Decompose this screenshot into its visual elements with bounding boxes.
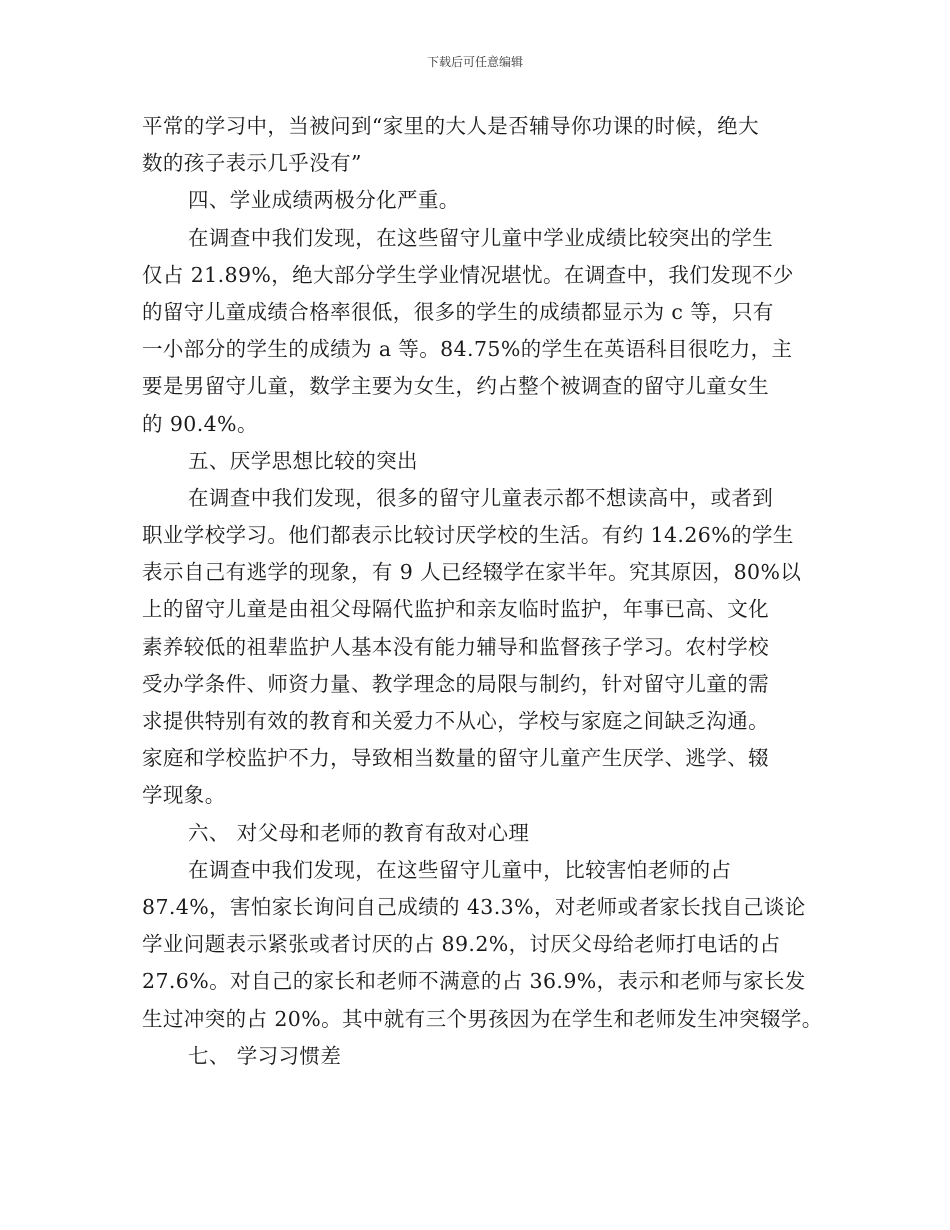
text-line: 学业问题表示紧张或者讨厌的占 89.2%，讨厌父母给老师打电话的占 bbox=[142, 932, 781, 957]
text-line: 在调查中我们发现，在这些留守儿童中，比较害怕老师的占 bbox=[188, 857, 732, 882]
document-body bbox=[142, 108, 822, 1075]
text-line: 家庭和学校监护不力，导致相当数量的留守儿童产生厌学、逃学、辍 bbox=[142, 746, 769, 771]
text-line: 五、厌学思想比较的突出 bbox=[188, 448, 418, 473]
text-line: 数的孩子表示几乎没有” bbox=[142, 151, 362, 176]
text-line: 平常的学习中，当被问到“家里的大人是否辅导你功课的时候，绝大 bbox=[142, 114, 759, 138]
text-line: 要是男留守儿童，数学主要为女生，约占整个被调查的留守儿童女生 bbox=[142, 374, 769, 399]
text-line: 七、 学习习惯差 bbox=[188, 1043, 342, 1068]
text-line: 职业学校学习。他们都表示比较讨厌学校的生活。有约 14.26%的学生 bbox=[142, 523, 794, 548]
text-line: 素养较低的祖辈监护人基本没有能力辅导和监督孩子学习。农村学校 bbox=[142, 634, 769, 659]
text-line: 的 90.4%。 bbox=[142, 411, 258, 436]
text-line: 的留守儿童成绩合格率很低，很多的学生的成绩都显示为 c 等，只有 bbox=[142, 299, 774, 324]
text-line: 受办学条件、师资力量、教学理念的局限与制约，针对留守儿童的需 bbox=[142, 671, 769, 696]
text-line: 上的留守儿童是由祖父母隔代监护和亲友临时监护，年事已高、文化 bbox=[142, 597, 769, 622]
text-line: 在调查中我们发现，在这些留守儿童中学业成绩比较突出的学生 bbox=[188, 225, 774, 250]
text-line: 仅占 21.89%，绝大部分学生学业情况堪忧。在调查中，我们发现不少 bbox=[142, 262, 794, 287]
text-line: 一小部分的学生的成绩为 a 等。84.75%的学生在英语科目很吃力，主 bbox=[142, 337, 793, 362]
text-line: 四、学业成绩两极分化严重。 bbox=[188, 188, 460, 213]
text-line: 求提供特别有效的教育和关爱力不从心，学校与家庭之间缺乏沟通。 bbox=[142, 709, 769, 733]
text-line: 27.6%。对自己的家长和老师不满意的占 36.9%，表示和老师与家长发 bbox=[142, 969, 806, 994]
text-line: 表示自己有逃学的现象，有 9 人已经辍学在家半年。究其原因，80%以 bbox=[142, 560, 802, 585]
text-line: 学现象。 bbox=[142, 783, 226, 808]
page-header: 下载后可任意编辑 bbox=[426, 55, 523, 69]
text-line: 生过冲突的占 20%。其中就有三个男孩因为在学生和老师发生冲突辍学。 bbox=[142, 1006, 823, 1031]
text-line: 在调查中我们发现，很多的留守儿童表示都不想读高中，或者到 bbox=[188, 485, 774, 510]
text-line: 六、 对父母和老师的教育有敌对心理 bbox=[188, 820, 530, 845]
text-line: 87.4%，害怕家长询问自己成绩的 43.3%，对老师或者家长找自己谈论 bbox=[142, 894, 806, 919]
